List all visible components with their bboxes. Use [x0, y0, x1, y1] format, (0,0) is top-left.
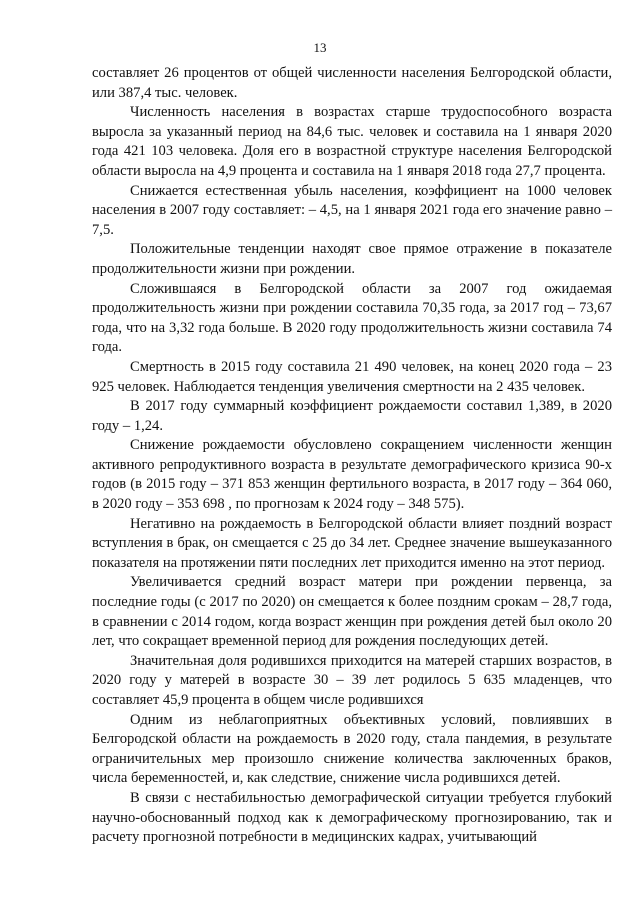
paragraph-older-mothers: Значительная доля родившихся приходится на матерей старших возрастов, в 2020 году у матерей в возрасте 30 – 39 лет родилось 5 635 младенцев, что составляет 45,9 процента в общем числе родившихся [92, 652, 612, 708]
paragraph-marriage-age: Негативно на рождаемость в Белгородской области влияет поздний возраст вступления в брак, он смещается с 25 до 34 лет. Среднее значение вышеуказанного показателя на протяжении пяти последних лет приходится именно на этот период. [92, 515, 612, 571]
paragraph-life-expectancy: Сложившаяся в Белгородской области за 2007 год ожидаемая продолжительность жизни при рождении составила 70,35 года, за 2017 год – 73,67 года, что на 3,32 года больше. В 2020 году продолжительность жизни составила 74 года. [92, 280, 612, 356]
paragraph-fertility-rate: В 2017 году суммарный коэффициент рождаемости составил 1,389, в 2020 году – 1,24. [92, 398, 612, 434]
paragraph-natural-decline: Снижается естественная убыль населения, коэффициент на 1000 человек населения в 2007 году составляет: – 4,5, на 1 января 2021 года его значение равно – 7,5. [92, 182, 612, 238]
page-number: 13 [313, 40, 327, 55]
paragraph-forecasting: В связи с нестабильностью демографической ситуации требуется глубокий научно-обоснованный подход как к демографическому прогнозированию, так и расчету прогнозной потребности в медицинских кадрах, учитывающий [92, 789, 612, 846]
paragraph-mortality: Смертность в 2015 году составила 21 490 человек, на конец 2020 года – 23 925 человек. Наблюдается тенденция увеличения смертности на 2 435 человек. [92, 358, 612, 395]
paragraph-mother-age: Увеличивается средний возраст матери при рождении первенца, за последние годы (с 2017 по 2020) он смещается к более поздним срокам – 28,7 года, в сравнении с 2014 годом, когда возраст женщин при рождения детей был около 20 лет, что сокращает временной период для рождения последующих детей. [92, 574, 612, 650]
paragraph-elderly-population: Численность населения в возрастах старше трудоспособного возраста выросла за указанный период на 84,6 тыс. человек и составила на 1 января 2020 года 421 103 человека. Доля его в возрастной структуре населения Белгородской области выросла на 4,9 процента и составила на 1 января 2018 года 27,7 процента. [92, 104, 612, 179]
paragraph-positive-trends: Положительные тенденции находят свое прямое отражение в показателе продолжительности жизни при рождении. [92, 241, 612, 277]
document-body [92, 64, 612, 848]
paragraph-population-share: составляет 26 процентов от общей численности населения Белгородской области, или 387,4 тыс. человек. [92, 65, 612, 101]
paragraph-pandemic: Одним из неблагоприятных объективных условий, повлиявших в Белгородской области на рождаемость в 2020 году, стала пандемия, в результате ограничительных мер произошло снижение количества заключенных браков, числа беременностей, и, как следствие, снижение числа родившихся детей. [92, 711, 612, 787]
paragraph-birth-decline: Снижение рождаемости обусловлено сокращением численности женщин активного репродуктивного возраста в результате демографического кризиса 90-х годов (в 2015 году – 371 853 женщин фертильного возраста, в 2017 году – 364 060, в 2020 году – 353 698 , по прогнозам к 2024 году – 348 575). [92, 437, 612, 513]
